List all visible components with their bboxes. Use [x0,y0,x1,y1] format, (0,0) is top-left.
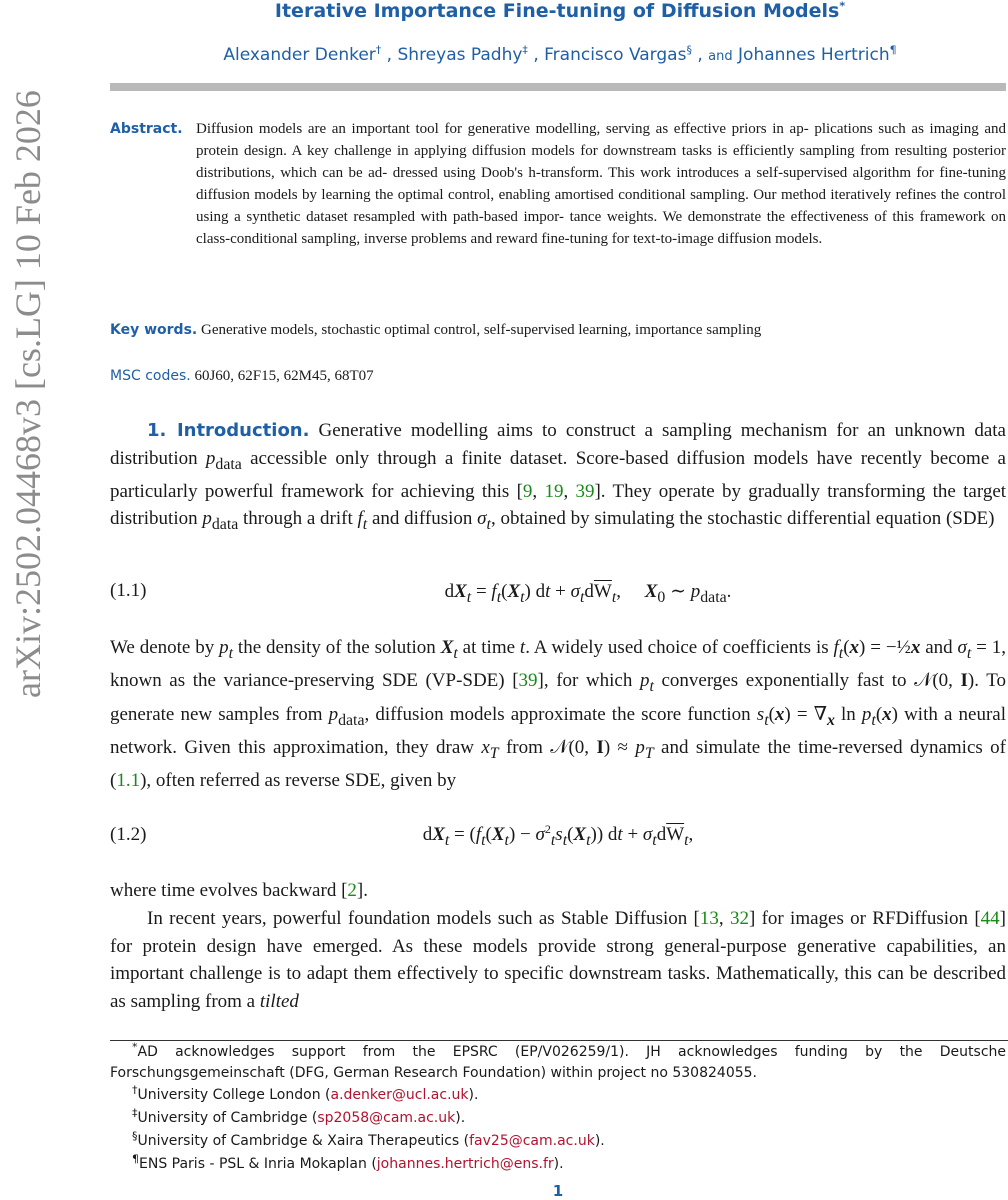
abstract-label: Abstract. [110,121,183,137]
equation-reference-link[interactable]: 1.1 [116,770,141,792]
author-list: Alexander Denker† , Shreyas Padhy‡ , Francisco Vargas§ , and Johannes Hertrich¶ [223,43,897,65]
citation-link[interactable]: 39 [518,670,538,692]
msc-text: 60J60, 62F15, 62M45, 68T07 [194,368,374,384]
equation-1-1: (1.1) $dX_t = f_t(X_t)$ dt + $\sigma_td\overline{W}_t$, $X_0$ ∼ $p_{data}$. [110,580,732,606]
citation-link[interactable]: 9 [522,480,533,502]
msc-label: MSC codes. [110,368,191,384]
msc-codes [110,365,1006,387]
footnote-rule [110,1040,1008,1041]
email-link[interactable]: johannes.hertrich@ens.fr [376,1156,554,1172]
abstract-body: Diffusion models are an important tool for generative modelling, serving as effective priors in ap- plications such as imaging and protein design. A key challenge in applying diffusion models for downstream tasks is efficiently sampling from resulting posterior distributions, which can be ad- dressed using Doob's h-transform. This work introduces a self-supervised algorithm for fine-tuning diffusion models by learning the optimal control, enabling amortised conditional sampling. Our method iteratively refines the control using a synthetic dataset resampled with path-based impor- tance weights. We demonstrate the effectiveness of this framework on class-conditional sampling, inverse problems and reward fine-tuning for text-to-image diffusion models. [196,121,1007,247]
keywords-label: Key words. [110,322,198,338]
author-name: Francisco Vargas [544,45,687,65]
author-name: Shreyas Padhy [397,45,523,65]
paper-title: Iterative Importance Fine-tuning of Diffusion Models* [274,0,846,22]
email-link[interactable]: sp2058@cam.ac.uk [317,1110,456,1126]
footnote-funding: *AD acknowledges support from the EPSRC (EP/V026259/1). JH acknowledges funding by the Deutsche Forschungsgemeinschaft (DFG, German Research Foundation) within project no 530824055. [110,1040,1006,1081]
intro-paragraph-1: 1. Introduction. Generative modelling aims to construct a sampling mechanism for an unknown data distribution $p_{data}$ accessible only through a finite dataset. Score-based diffusion models have recently become a particularly powerful framework for achieving this [9, 19, 39]. They operate by gradually transforming the target distribution $p_{data}$ through a drift $f_t$ and diffusion $\sigma_t$, obtained by simulating the stochastic differential equation (SDE) [110,420,1007,534]
title-rule [110,83,1006,91]
keywords [110,319,1006,341]
arxiv-sidebar-stamp: arXiv:2502.04468v3 [cs.LG] 10 Feb 2026 [8,90,48,698]
citation-link[interactable]: 32 [729,908,749,929]
footnote-affiliation: †University College London (a.denker@ucl.ac.uk). [132,1083,479,1103]
keywords-text: Generative models, stochastic optimal control, self-supervised learning, importance sampling [200,322,762,338]
citation-link[interactable]: 44 [980,908,1000,929]
abstract [110,118,1006,250]
intro-paragraph-4: In recent years, powerful foundation models such as Stable Diffusion [13, 32] for images or RFDiffusion [44] for protein design have emerged. As these models provide strong general-purpose generative capabilities, an important challenge is to adapt them effectively to specific downstream tasks. Mathematically, this can be described as sampling from a tilted [110,908,1006,1012]
intro-paragraph-2: We denote by $p_t$ the density of the solution $X_t$ at time t. A widely used choice of coefficients is $f_t(x)$ = −½x and $\sigma_t = 1$, known as the variance-preserving SDE (VP-SDE) [39], for which $p_t$ converges exponentially fast to 𝒩(0, I). To generate new samples from $p_{data}$, diffusion models approximate the score function $s_t(x) = \nabla_x$ $\ln p_t(x)$ with a neural network. Given this approximation, they draw $x_T$ from 𝒩(0, $I) \approx p_T$ and simulate the time-reversed dynamics of (1.1), often referred as reverse SDE, given by [110,637,1007,792]
email-link[interactable]: a.denker@ucl.ac.uk [330,1087,469,1103]
section-heading: 1. Introduction. [147,420,310,441]
equation-number: (1.1) [110,580,147,601]
intro-paragraph-3: where time evolves backward [2]. [110,880,368,901]
author-name: Alexander Denker [223,45,376,65]
email-link[interactable]: fav25@cam.ac.uk [469,1133,595,1149]
author-name: Johannes Hertrich [738,45,890,65]
equation-number: (1.2) [110,824,147,845]
footnote-affiliation: ¶ENS Paris - PSL & Inria Mokaplan (johannes.hertrich@ens.fr). [132,1152,564,1172]
footnote-affiliation: §University of Cambridge & Xaira Therapeutics (fav25@cam.ac.uk). [132,1129,605,1149]
citation-link[interactable]: 19 [544,480,564,502]
citation-link[interactable]: 2 [347,880,357,901]
page-number: 1 [552,1182,564,1200]
equation-1-2: (1.2) $dX_t = (f_t(X_t) - \sigma^2_ts_t(X_t))$ dt + $\sigma_td\overline{W}_t$, [110,821,694,849]
citation-link[interactable]: 39 [575,480,595,502]
citation-link[interactable]: 13 [699,908,719,929]
footnote-affiliation: ‡University of Cambridge (sp2058@cam.ac.uk). [132,1106,466,1126]
